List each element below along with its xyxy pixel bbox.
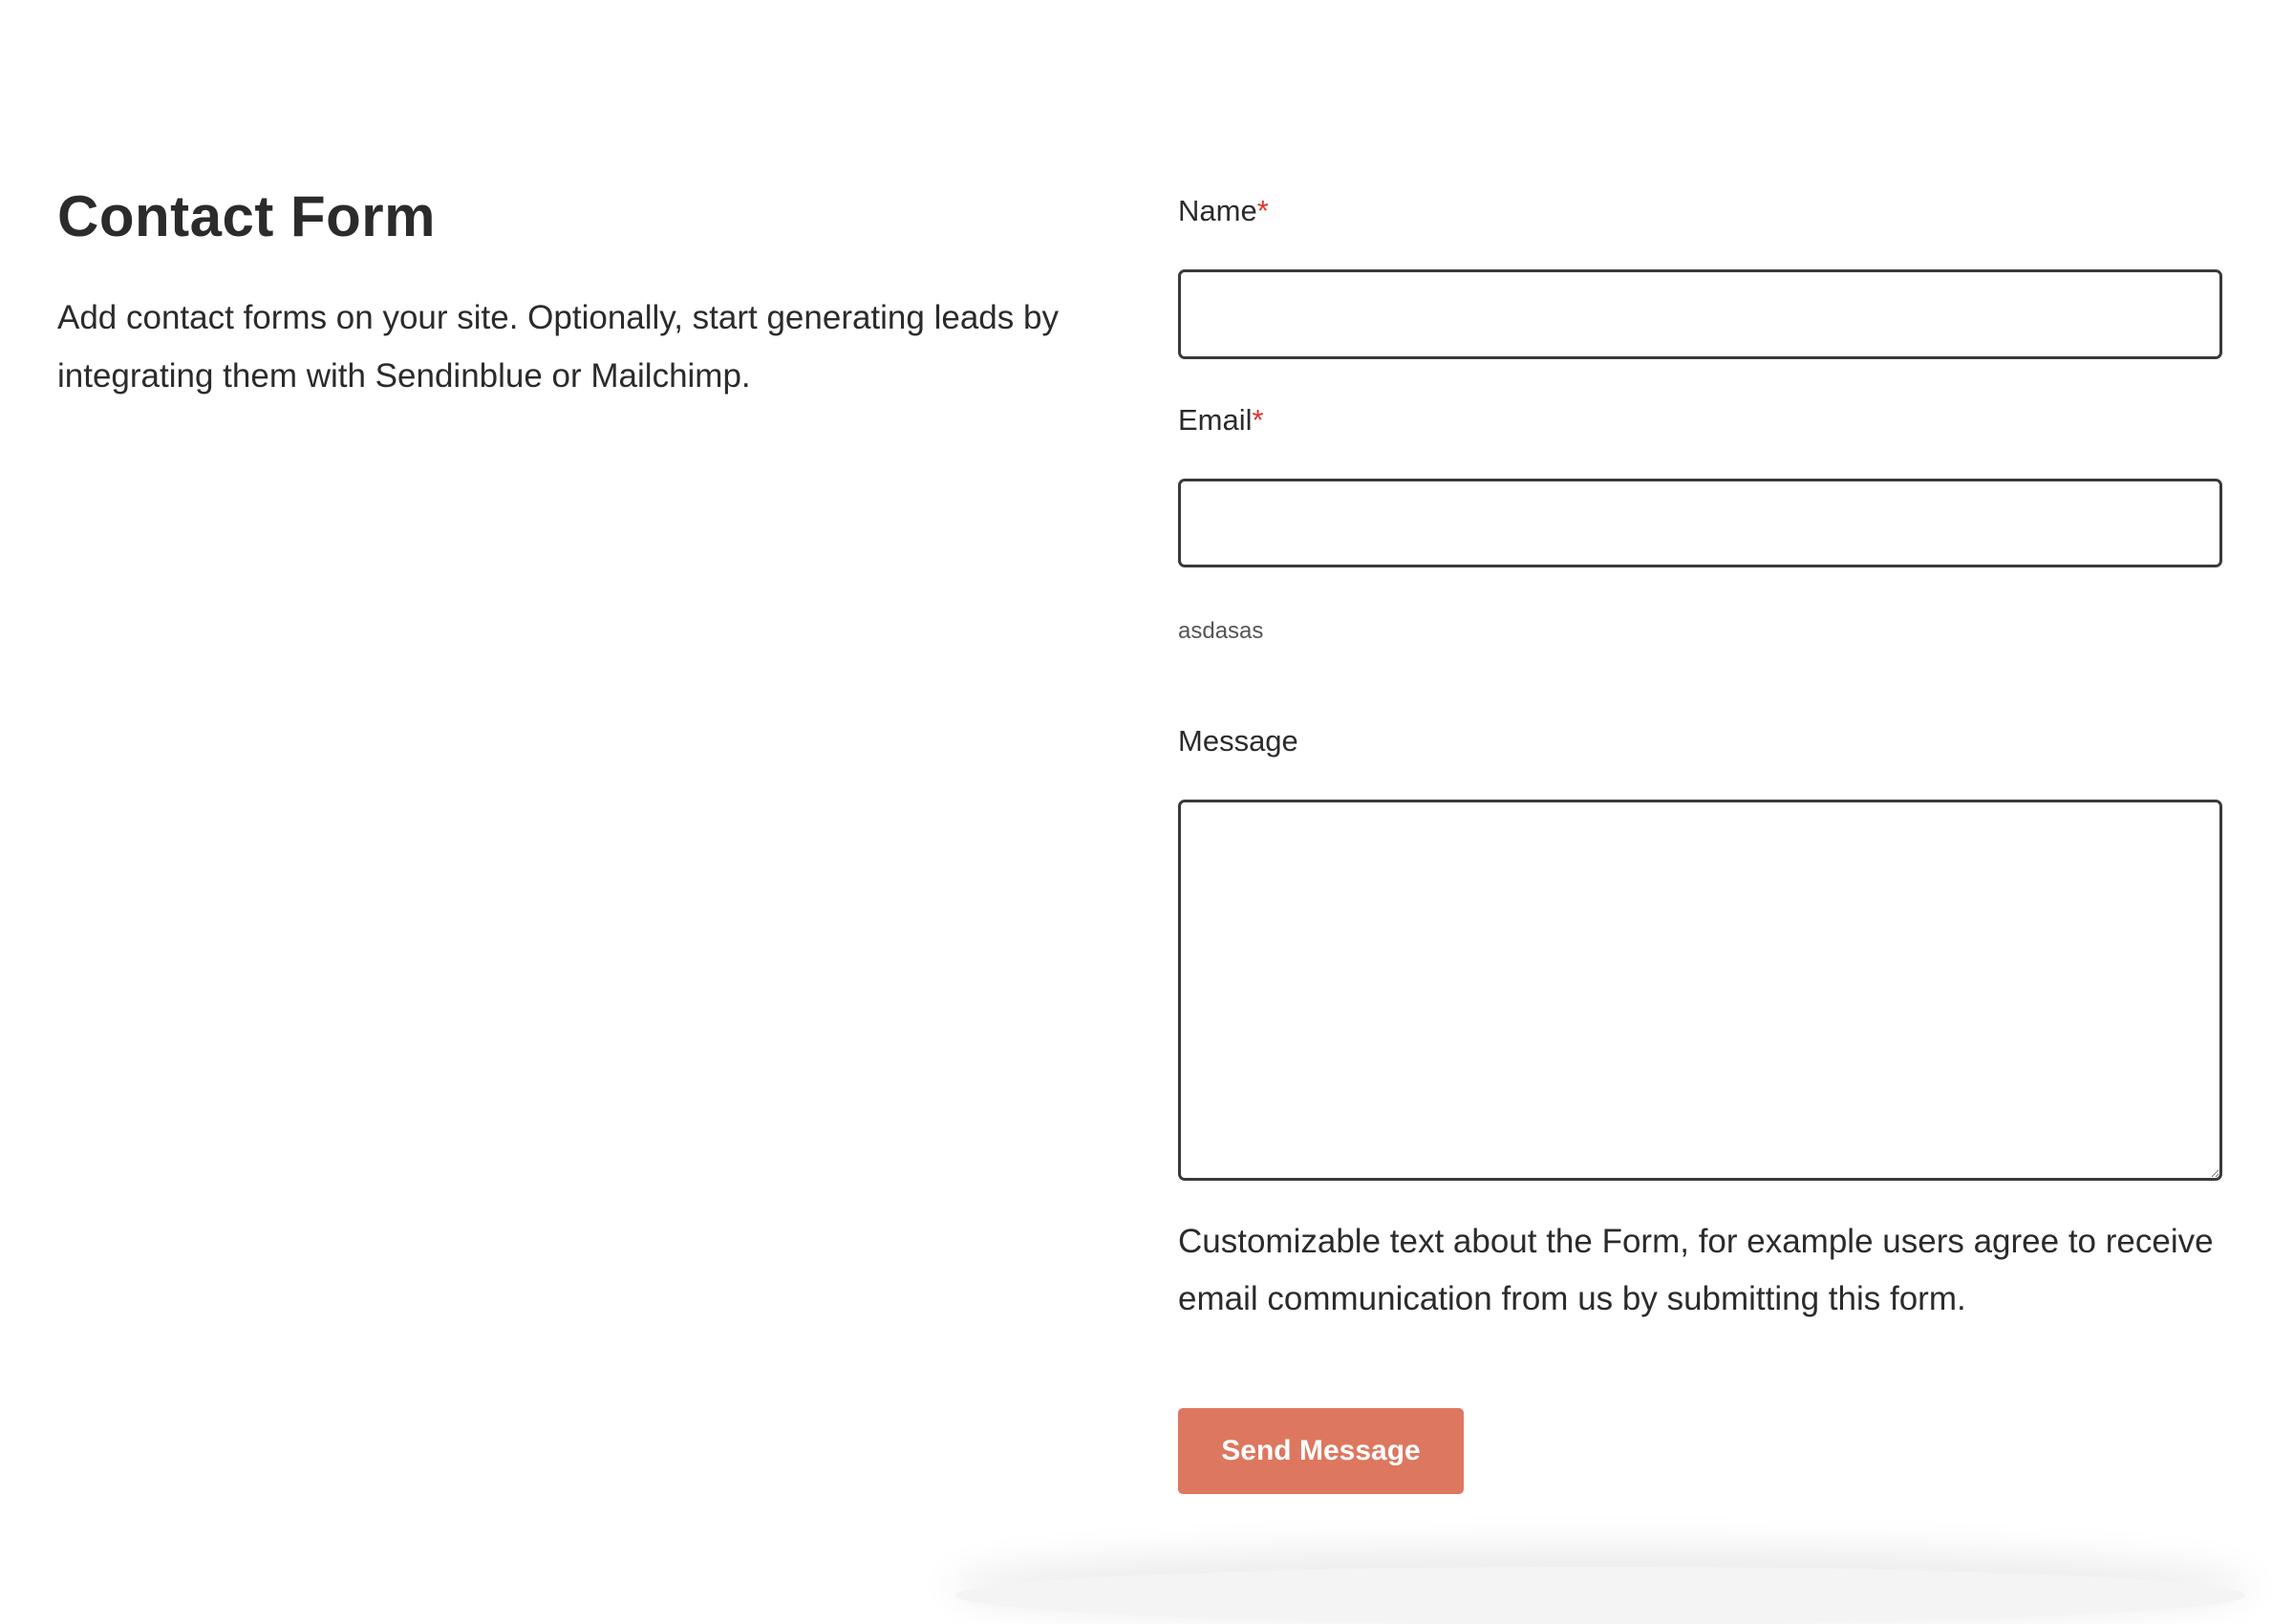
message-label: Message <box>1178 724 1298 758</box>
name-label-text: Name <box>1178 194 1257 227</box>
page-title: Contact Form <box>57 184 436 248</box>
email-hint-text: asdasas <box>1178 618 1264 644</box>
send-message-button[interactable]: Send Message <box>1178 1408 1464 1494</box>
footer-shadow <box>955 1567 2245 1624</box>
consent-text: Customizable text about the Form, for example users agree to receive email communication from us by submitting this form. <box>1178 1223 2214 1317</box>
section-description: Add contact forms on your site. Optionally, start generating leads by integrating them with Sendinblue or Mailchimp. <box>57 299 1059 395</box>
name-input[interactable] <box>1178 269 2222 359</box>
email-label <box>1178 403 1264 438</box>
required-marker: * <box>1252 403 1264 437</box>
required-marker: * <box>1256 194 1269 227</box>
message-textarea[interactable] <box>1178 800 2222 1181</box>
name-label <box>1178 194 1269 228</box>
email-input[interactable] <box>1178 479 2222 567</box>
email-label-text: Email <box>1178 403 1253 437</box>
